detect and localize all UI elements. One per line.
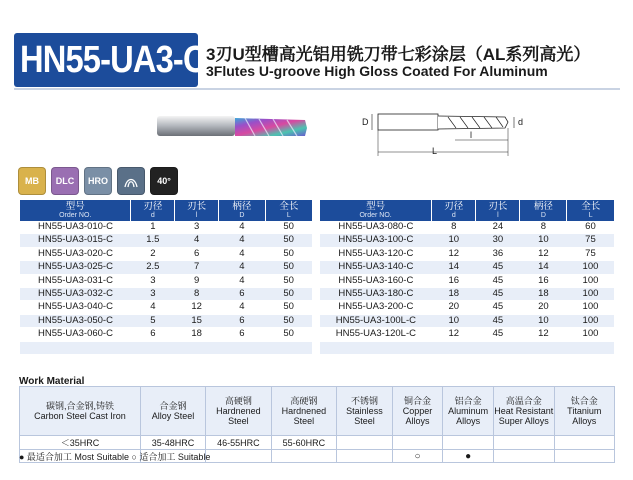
feature-icons [18, 167, 178, 197]
hardness-cell: 55-60HRC [271, 436, 337, 450]
dimension-cell: 45 [476, 314, 520, 327]
dimension-cell: 4 [219, 261, 266, 274]
header-cn: 刃径 [143, 201, 163, 212]
header-en: L [286, 212, 291, 219]
table-row [20, 314, 312, 327]
material-cn: 高温合金 [505, 396, 542, 406]
dimension-cell: 9 [175, 274, 219, 287]
spiral-icon [117, 167, 145, 195]
dimension-cell: 1 [131, 221, 175, 234]
table-row [20, 261, 312, 274]
suitability-mark [206, 450, 272, 463]
dimension-cell: 20 [432, 301, 476, 314]
hardness-cell [392, 436, 443, 450]
header-divider [14, 88, 620, 90]
table-row-blank [320, 341, 614, 354]
dimension-cell: 18 [520, 288, 567, 301]
header-cn: 柄径 [533, 201, 553, 212]
dimension-cell: 10 [520, 314, 567, 327]
material-en: Copper Alloys [402, 406, 433, 426]
icon-label: 40° [157, 176, 171, 186]
material-en: Titanium Alloys [567, 406, 602, 426]
hardness-cell: 35-48HRC [140, 436, 205, 450]
header-cn: 刃长 [187, 201, 207, 212]
hardness-cell [443, 436, 494, 450]
order-number-cell: HN55-UA3-140-C [320, 261, 432, 274]
header-en: l [497, 212, 499, 219]
dimension-cell: 16 [432, 274, 476, 287]
order-number-cell: HN55-UA3-180-C [320, 288, 432, 301]
order-number-cell: HN55-UA3-080-C [320, 221, 432, 234]
table-row [20, 247, 312, 260]
header-cn: 型号 [366, 201, 386, 212]
order-number-cell: HN55-UA3-120L-C [320, 328, 432, 341]
spec-header-right-4 [567, 200, 614, 221]
header-en: l [195, 212, 198, 219]
dimension-cell: 14 [520, 261, 567, 274]
dimension-cell: 100 [567, 274, 614, 287]
dimension-cell: 3 [131, 288, 175, 301]
material-header-3 [271, 387, 337, 436]
dimension-cell: 18 [432, 288, 476, 301]
material-header-1 [140, 387, 205, 436]
dimension-cell: 50 [265, 221, 312, 234]
spec-header-left-3 [219, 200, 266, 221]
order-number-cell: HN55-UA3-100-C [320, 234, 432, 247]
material-header-0 [20, 387, 141, 436]
suitability-mark: ○ [392, 450, 443, 463]
table-row [320, 301, 614, 314]
spec-table-left [20, 200, 312, 355]
dimension-cell: 8 [175, 288, 219, 301]
dimension-cell: 8 [520, 221, 567, 234]
dimension-cell: 2.5 [131, 261, 175, 274]
title-english: 3Flutes U-groove High Gloss Coated For Aluminum [206, 63, 548, 79]
dimension-cell: 45 [476, 301, 520, 314]
table-row [320, 288, 614, 301]
material-cn: 高硬钢 [290, 396, 318, 406]
header-en: L [588, 212, 593, 219]
dimension-cell: 8 [432, 221, 476, 234]
table-row-blank [20, 341, 312, 354]
dimension-cell: 50 [265, 274, 312, 287]
spec-header-right-1 [432, 200, 476, 221]
dimension-cell: 1.5 [131, 234, 175, 247]
spec-header-right-3 [520, 200, 567, 221]
dimension-cell: 36 [476, 247, 520, 260]
header-cn: 刃径 [444, 201, 464, 212]
mb-icon [18, 167, 46, 195]
dimension-diagram [360, 108, 530, 164]
table-row [20, 234, 312, 247]
dimension-cell: 100 [567, 301, 614, 314]
material-en: Stainless Steel [346, 406, 383, 426]
header-en: Order NO. [359, 212, 392, 219]
table-row [320, 247, 614, 260]
hardness-cell [337, 436, 393, 450]
label-flute-length: l [470, 130, 472, 140]
dimension-cell: 4 [175, 234, 219, 247]
dimension-cell: 50 [265, 288, 312, 301]
dimension-cell: 100 [567, 288, 614, 301]
suitability-mark [554, 450, 614, 463]
suitability-legend: ● 最适合加工 Most Suitable ○ 适合加工 Suitable [19, 452, 211, 462]
header-cn: 型号 [65, 201, 85, 212]
material-en: Alloy Steel [151, 411, 195, 421]
angle-icon [150, 167, 178, 195]
material-cn: 不锈钢 [350, 396, 378, 406]
header-cn: 柄径 [232, 201, 252, 212]
table-row [320, 234, 614, 247]
material-cn: 碳钢,合金钢,铸铁 [45, 401, 114, 411]
spec-header-left-0 [20, 200, 131, 221]
header-cn: 刃长 [488, 201, 508, 212]
dimension-cell: 16 [520, 274, 567, 287]
dimension-cell: 6 [219, 314, 266, 327]
dimension-cell: 45 [476, 288, 520, 301]
table-row [20, 328, 312, 341]
work-material-title: Work Material [19, 376, 85, 387]
material-cn: 铝合金 [454, 396, 482, 406]
header-en: D [239, 212, 245, 219]
dimension-cell: 12 [520, 328, 567, 341]
dimension-cell: 50 [265, 301, 312, 314]
header-en: Order NO. [59, 212, 92, 219]
empty-cell [567, 341, 614, 354]
material-header-4 [337, 387, 393, 436]
dlc-icon [51, 167, 79, 195]
dimension-cell: 6 [131, 328, 175, 341]
dimension-cell: 45 [476, 274, 520, 287]
material-en: Aluminum Alloys [448, 406, 489, 426]
material-cn: 钛合金 [570, 396, 598, 406]
material-cn: 高硬钢 [224, 396, 252, 406]
dimension-cell: 75 [567, 247, 614, 260]
material-en: Carbon Steel Cast Iron [34, 411, 126, 421]
material-header-8 [554, 387, 614, 436]
dimension-cell: 18 [175, 328, 219, 341]
dimension-cell: 4 [219, 274, 266, 287]
order-number-cell: HN55-UA3-015-C [20, 234, 131, 247]
dimension-cell: 12 [432, 247, 476, 260]
dimension-cell: 100 [567, 328, 614, 341]
empty-cell [131, 341, 175, 354]
order-number-cell: HN55-UA3-050-C [20, 314, 131, 327]
header-en: d [150, 212, 155, 219]
dimension-cell: 4 [131, 301, 175, 314]
dimension-cell: 100 [567, 261, 614, 274]
material-header-5 [392, 387, 443, 436]
suitability-mark [494, 450, 554, 463]
table-row [320, 314, 614, 327]
order-number-cell: HN55-UA3-060-C [20, 328, 131, 341]
dimension-cell: 50 [265, 261, 312, 274]
hro-icon [84, 167, 112, 195]
material-en: Heat Resistant Super Alloys [494, 406, 554, 426]
empty-cell [20, 341, 131, 354]
hardness-cell [494, 436, 554, 450]
label-overall-length: L [432, 146, 438, 156]
table-row [20, 221, 312, 234]
material-en: Hardnened Steel [216, 406, 261, 426]
empty-cell [320, 341, 432, 354]
dimension-cell: 30 [476, 234, 520, 247]
icon-label: MB [25, 176, 39, 186]
dimension-cell: 60 [567, 221, 614, 234]
order-number-cell: HN55-UA3-020-C [20, 247, 131, 260]
hardness-cell: ＜35HRC [20, 436, 141, 450]
table-row [20, 288, 312, 301]
order-number-cell: HN55-UA3-160-C [320, 274, 432, 287]
dimension-cell: 3 [131, 274, 175, 287]
dimension-cell: 3 [175, 221, 219, 234]
dimension-cell: 100 [567, 314, 614, 327]
material-en: Hardnened Steel [281, 406, 327, 426]
header-cn: 全长 [581, 201, 601, 212]
spec-header-left-4 [265, 200, 312, 221]
hardness-cell: 46-55HRC [206, 436, 272, 450]
table-row [320, 221, 614, 234]
icon-label: HRO [88, 176, 108, 186]
dimension-cell: 50 [265, 314, 312, 327]
suitability-mark: ● [443, 450, 494, 463]
material-cn: 铜合金 [403, 396, 431, 406]
dimension-cell: 4 [219, 247, 266, 260]
dimension-cell: 14 [432, 261, 476, 274]
end-mill-photo [155, 110, 310, 146]
suitability-mark [271, 450, 337, 463]
hardness-cell [554, 436, 614, 450]
dimension-cell: 50 [265, 247, 312, 260]
dimension-cell: 20 [520, 301, 567, 314]
spec-header-left-1 [131, 200, 175, 221]
dimension-cell: 12 [432, 328, 476, 341]
dimension-cell: 4 [219, 234, 266, 247]
dimension-cell: 7 [175, 261, 219, 274]
dimension-cell: 6 [219, 328, 266, 341]
material-header-6 [443, 387, 494, 436]
suitability-mark [337, 450, 393, 463]
dimension-cell: 45 [476, 261, 520, 274]
dimension-cell: 12 [520, 247, 567, 260]
order-number-cell: HN55-UA3-025-C [20, 261, 131, 274]
dimension-cell: 6 [175, 247, 219, 260]
table-row [320, 274, 614, 287]
empty-cell [175, 341, 219, 354]
order-number-cell: HN55-UA3-032-C [20, 288, 131, 301]
title-chinese: 3刃U型槽高光铝用铣刀带七彩涂层（AL系列高光） [206, 45, 591, 64]
order-number-cell: HN55-UA3-120-C [320, 247, 432, 260]
dimension-cell: 12 [175, 301, 219, 314]
spec-header-right-0 [320, 200, 432, 221]
dimension-cell: 50 [265, 234, 312, 247]
table-row [320, 328, 614, 341]
empty-cell [520, 341, 567, 354]
dimension-cell: 24 [476, 221, 520, 234]
spec-header-right-2 [476, 200, 520, 221]
material-cn: 合金钢 [159, 401, 187, 411]
order-number-cell: HN55-UA3-040-C [20, 301, 131, 314]
dimension-cell: 10 [432, 314, 476, 327]
label-cutting-diameter: d [518, 117, 524, 127]
dimension-cell: 50 [265, 328, 312, 341]
spec-header-left-2 [175, 200, 219, 221]
header-cn: 全长 [279, 201, 299, 212]
dimension-cell: 6 [219, 288, 266, 301]
dimension-cell: 45 [476, 328, 520, 341]
spec-table-right [320, 200, 614, 355]
label-shank-diameter: D [362, 117, 369, 127]
table-row [20, 301, 312, 314]
dimension-cell: 15 [175, 314, 219, 327]
order-number-cell: HN55-UA3-010-C [20, 221, 131, 234]
model-title: HN55-UA3-C [20, 39, 206, 81]
empty-cell [265, 341, 312, 354]
dimension-cell: 4 [219, 301, 266, 314]
empty-cell [219, 341, 266, 354]
order-number-cell: HN55-UA3-031-C [20, 274, 131, 287]
dimension-cell: 10 [520, 234, 567, 247]
header-en: D [540, 212, 546, 219]
table-row [20, 274, 312, 287]
dimension-cell: 2 [131, 247, 175, 260]
icon-label: DLC [55, 176, 75, 186]
material-header-2 [206, 387, 272, 436]
empty-cell [476, 341, 520, 354]
order-number-cell: HN55-UA3-200-C [320, 301, 432, 314]
dimension-cell: 10 [432, 234, 476, 247]
dimension-cell: 75 [567, 234, 614, 247]
dimension-cell: 4 [219, 221, 266, 234]
order-number-cell: HN55-UA3-100L-C [320, 314, 432, 327]
table-row [320, 261, 614, 274]
header-en: d [451, 212, 456, 219]
empty-cell [432, 341, 476, 354]
dimension-cell: 5 [131, 314, 175, 327]
material-header-7 [494, 387, 554, 436]
